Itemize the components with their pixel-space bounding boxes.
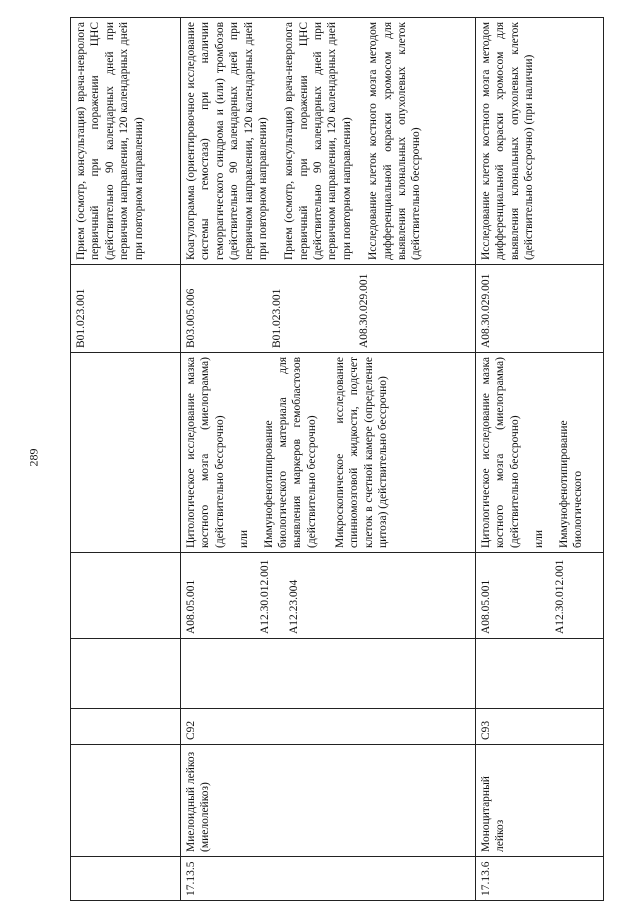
- consultation-description: Прием (осмотр, консультация) врача-невролога первичный при поражении ЦНС (действительно 90 календарных дней при первичном направлении, 120 календарных дней при повторном направлении): [75, 22, 145, 260]
- table-body: [71, 18, 604, 901]
- consultation-code: B01.023.001: [75, 288, 87, 348]
- service-description: Микроскопическое исследование спинномозговой жидкости, подсчет клеток в счетной камере (определение цитоза) (действительно бессрочно): [334, 357, 390, 548]
- service-codes: [181, 553, 476, 639]
- spacer: [227, 357, 237, 548]
- service-descriptions: [181, 353, 476, 553]
- service-separator: или: [533, 529, 546, 548]
- consultation-descriptions: [181, 18, 476, 265]
- disease-name: Моноцитарный лейкоз: [476, 745, 604, 857]
- spacer: [354, 22, 366, 260]
- service-description: Цитологическое исследование мазка костного мозга (миелограмма) (действительно бессрочно): [185, 357, 226, 548]
- empty-cell: [71, 639, 181, 709]
- consultation-code: A08.30.029.001: [357, 273, 370, 348]
- service-code: A12.23.004: [287, 579, 300, 634]
- consultation-code: B01.023.001: [271, 288, 284, 348]
- row-number: 17.13.5: [181, 857, 476, 901]
- service-descriptions: [476, 353, 604, 553]
- consultation-description: Исследование клеток костного мозга методом дифференциальной окраски хромосом для выявления клональных опухолевых клеток (действительно бессрочно): [367, 22, 423, 260]
- spacer: [270, 22, 282, 260]
- service-separator: или: [238, 529, 251, 548]
- service-code: A12.30.012.001: [259, 559, 272, 634]
- spacer: [319, 357, 333, 548]
- consultation-codes: [71, 265, 181, 353]
- consultation-codes: [181, 265, 476, 353]
- service-codes: [476, 553, 604, 639]
- empty-cell: [181, 639, 476, 709]
- spacer: [198, 269, 270, 348]
- consultation-codes: [476, 265, 604, 353]
- service-code: A08.05.001: [185, 579, 197, 634]
- spacer: [493, 557, 553, 634]
- rotated-table-stage: [70, 18, 615, 901]
- spacer: [285, 269, 357, 348]
- spacer: [522, 357, 532, 548]
- mkb-code: C92: [181, 709, 476, 745]
- mkb-code: [71, 709, 181, 745]
- service-descriptions: [71, 353, 181, 553]
- empty-cell: [476, 639, 604, 709]
- row-number: [71, 857, 181, 901]
- consultation-descriptions: [476, 18, 604, 265]
- disease-name: Миелоидный лейкоз (миелолейкоз): [181, 745, 476, 857]
- service-description: Иммунофенотипирование биологического материала для выявления маркеров гемобластозов (действительно бессрочно): [262, 357, 318, 548]
- standards-table: [70, 17, 604, 901]
- table-row: [476, 18, 604, 901]
- spacer: [252, 357, 262, 548]
- consultation-description: Прием (осмотр, консультация) врача-невролога первичный при поражении ЦНС (действительно 90 календарных дней при первичном направлении, 120 календарных дней при повторном направлении): [283, 22, 353, 260]
- rotated-table-wrapper: [70, 18, 615, 901]
- service-codes: [71, 553, 181, 639]
- page-number: 289: [26, 448, 41, 467]
- mkb-code: C93: [476, 709, 604, 745]
- consultation-code: B03.005.006: [185, 288, 197, 348]
- spacer: [273, 557, 287, 634]
- service-description: Иммунофенотипирование биологического: [557, 420, 584, 548]
- consultation-descriptions: [71, 18, 181, 265]
- service-code: A08.05.001: [480, 579, 492, 634]
- consultation-description: Исследование клеток костного мозга методом дифференциальной окраски хромосом для выявления клональных опухолевых клеток (действительно бессрочно) (при наличии): [480, 22, 536, 260]
- spacer: [198, 557, 258, 634]
- consultation-description: Коагулограмма (ориентировочное исследование системы гемостаза) при наличии геморрагического синдрома и (или) тромбозов (действительно 90 календарных дней при первичном направлении, 120 календарных дней при повторном направлении): [185, 22, 269, 260]
- row-number: 17.13.6: [476, 857, 604, 901]
- consultation-code: A08.30.029.001: [480, 273, 492, 348]
- table-row: [181, 18, 476, 901]
- service-description: Цитологическое исследование мазка костного мозга (миелограмма) (действительно бессрочно): [480, 357, 521, 548]
- table-row: [71, 18, 181, 901]
- spacer: [547, 357, 557, 548]
- service-code: A12.30.012.001: [554, 559, 567, 634]
- disease-name: [71, 745, 181, 857]
